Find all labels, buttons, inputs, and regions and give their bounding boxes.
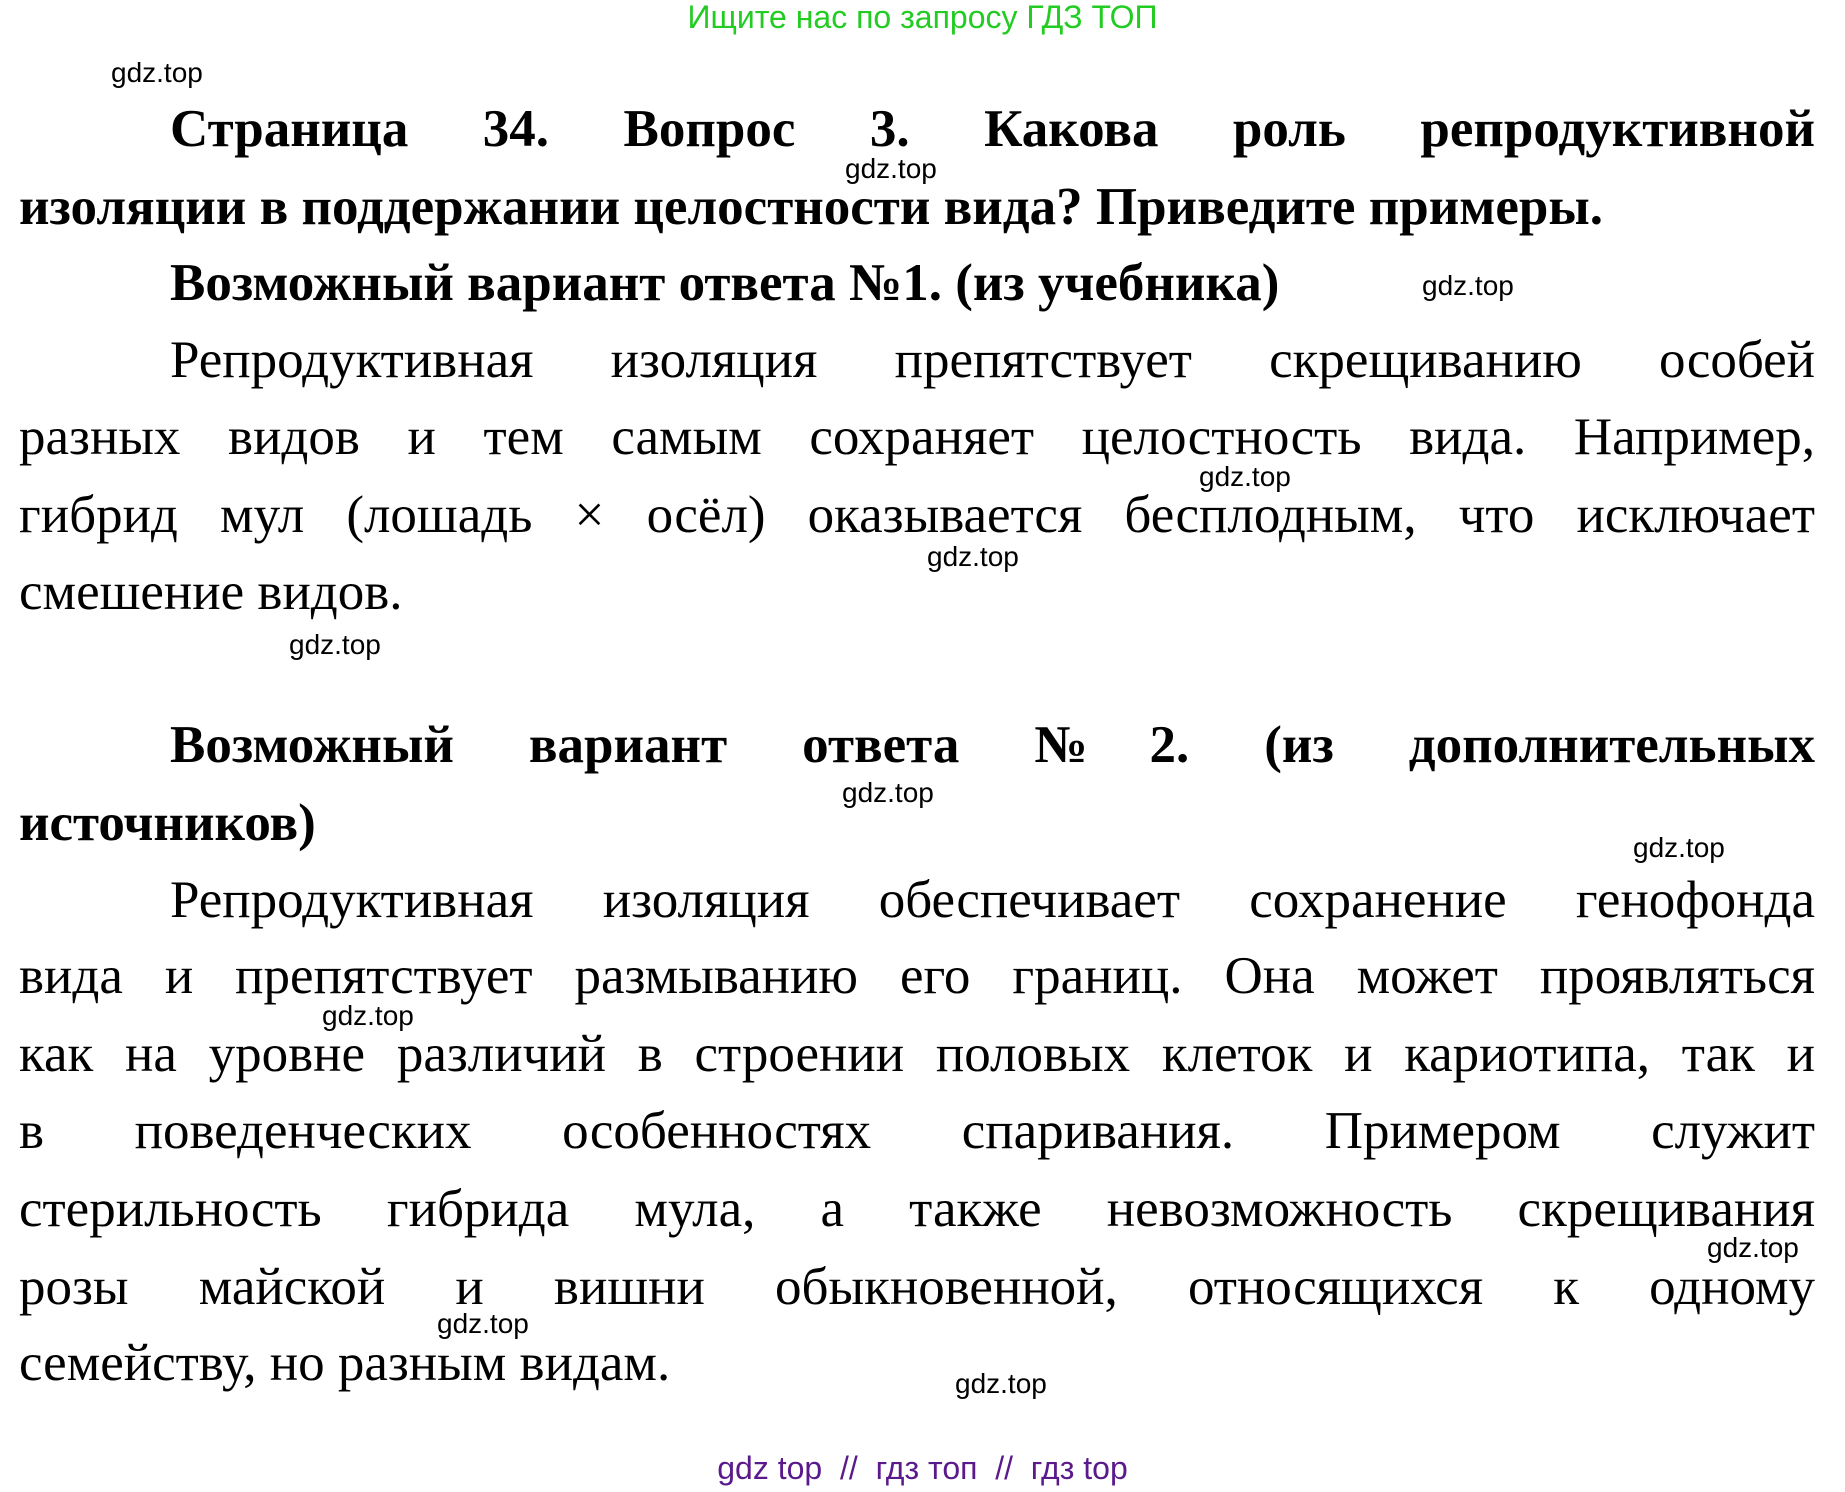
answer1-heading: Возможный вариант ответа №1. (из учебника)	[170, 254, 1280, 312]
watermark: gdz.top	[842, 777, 934, 808]
watermark: gdz.top	[927, 541, 1019, 572]
watermark: gdz.top	[437, 1308, 529, 1339]
question-line: изоляции в поддержании целостности вида? Приведите примеры.	[19, 178, 1603, 236]
answer1-line: разных видов и тем самым сохраняет целостность вида. Например,	[19, 408, 1815, 466]
answer1-line: Репродуктивная изоляция препятствует скрещиванию особей	[170, 331, 1815, 389]
watermark: gdz.top	[1199, 461, 1291, 492]
footer-links[interactable]: gdz top // гдз топ // гдз top	[717, 1450, 1128, 1486]
answer1-line: смешение видов.	[19, 563, 403, 621]
search-banner: Ищите нас по запросу ГДЗ ТОП	[687, 0, 1158, 35]
watermark: gdz.top	[955, 1368, 1047, 1399]
answer2-line: вида и препятствует размыванию его границ. Она может проявляться	[19, 947, 1815, 1005]
answer2-line: розы майской и вишни обыкновенной, относящихся к одному	[19, 1258, 1815, 1316]
watermark: gdz.top	[1422, 270, 1514, 301]
answer2-line: Репродуктивная изоляция обеспечивает сохранение генофонда	[170, 871, 1815, 929]
answer2-line: семейству, но разным видам.	[19, 1334, 671, 1392]
watermark: gdz.top	[845, 153, 937, 184]
watermark: gdz.top	[1633, 832, 1725, 863]
watermark: gdz.top	[1707, 1232, 1799, 1263]
answer2-heading: источников)	[19, 794, 316, 852]
question-line: Страница 34. Вопрос 3. Какова роль репродуктивной	[170, 100, 1815, 158]
answer2-line: стерильность гибрида мула, а также невозможность скрещивания	[19, 1180, 1815, 1238]
answer2-line: в поведенческих особенностях спаривания. Примером служит	[19, 1102, 1815, 1160]
answer2-heading: Возможный вариант ответа №2. (из дополнительных	[170, 716, 1815, 774]
watermark: gdz.top	[111, 57, 203, 88]
answer1-line: гибрид мул (лошадь × осёл) оказывается бесплодным, что исключает	[19, 486, 1815, 544]
answer2-line: как на уровне различий в строении половых клеток и кариотипа, так и	[19, 1025, 1815, 1083]
watermark: gdz.top	[322, 1000, 414, 1031]
watermark: gdz.top	[289, 629, 381, 660]
